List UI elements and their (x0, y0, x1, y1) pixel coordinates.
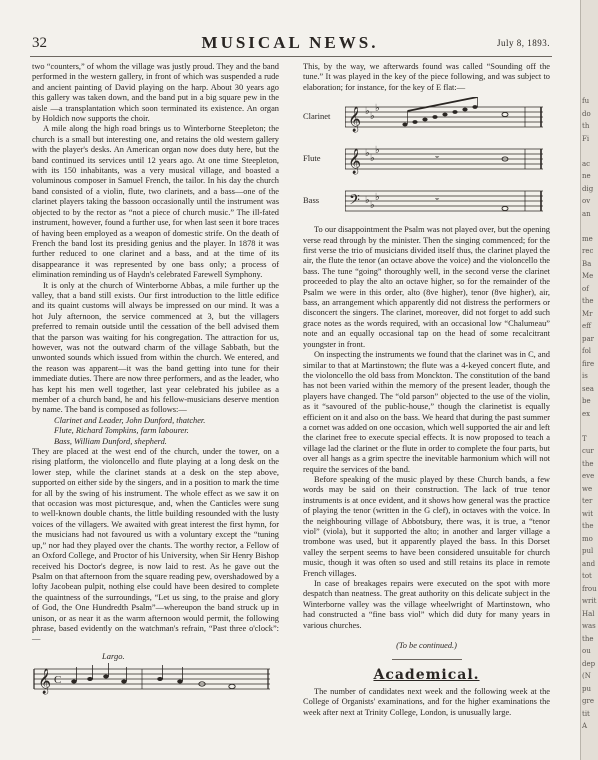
svg-text:♭: ♭ (370, 111, 375, 123)
svg-text:♭: ♭ (375, 145, 380, 157)
edge-fragment: tot (582, 572, 592, 580)
svg-text:𝄻: 𝄻 (435, 154, 440, 167)
svg-text:𝄻: 𝄻 (435, 196, 440, 209)
edge-fragment: we (582, 484, 593, 493)
edge-fragment: the (582, 459, 594, 468)
facing-page-edge (581, 0, 598, 760)
edge-fragment: wit (582, 509, 594, 518)
edge-fragment: par (582, 334, 595, 343)
edge-fragment: writ (582, 597, 597, 605)
paragraph: This, by the way, we afterwards found was called “Sounding off the tune.” It was played in the key of the piece following, and was subject to elaboration; for instance, for the key of E flat:— (303, 62, 550, 92)
column-right (303, 62, 550, 718)
edge-fragment: fol (582, 347, 592, 355)
edge-fragment: eve (582, 472, 595, 480)
edge-fragment (581, 145, 598, 158)
svg-text:C: C (54, 674, 62, 687)
music-score (303, 97, 550, 219)
issue-date: July 8, 1893. (496, 38, 550, 48)
edge-fragment: pu (582, 684, 591, 693)
edge-fragment: be (582, 397, 591, 405)
edge-fragment: mo (582, 534, 593, 543)
staff-bass (303, 181, 550, 219)
staff-label: Clarinet (303, 111, 331, 122)
edge-fragment: ac (582, 159, 591, 168)
edge-fragment (581, 220, 598, 233)
page-number: 32 (32, 35, 47, 51)
edge-fragment: ter (582, 497, 593, 505)
edge-fragment: do (582, 109, 591, 118)
staff-flute (303, 139, 550, 177)
edge-fragment: T (582, 434, 587, 443)
edge-fragment: gre (582, 697, 594, 705)
paragraph: A mile along the high road brings us to Winterborne Steepleton; the church is a small but interesting one, and retains the old western gallery with the player's desks. An American organ now does duty here, but the band continued its services until 12 years ago. At one time Steepleton, with its 150 inhabitants, was a very musical village, and boasted a voluminous composer in Samuel French, the tailor. In his day the church band consisted of a violin, flute, two clarinets, and a bass—one of the clarinet players taking the bassoon occasionally until the instrument was objected to by the rector as “not a piece of church music.” The ill-fated instrument, however, found a further use, for when last seen it bore traces of having been employed as a weapon of domestic strife. On the death of French the band lost its presiding genius and the player. In 1878 it was further reduced to one clarinet and a bass, and at the time of its disappearance it was represented by one bass only; a process of elimination reminding us of Haydn's celebrated Farewell Symphony. (32, 124, 279, 280)
page-header (30, 33, 550, 53)
edge-fragment: and (582, 559, 596, 568)
svg-text:𝄞: 𝄞 (38, 669, 52, 695)
edge-fragment: me (582, 234, 593, 243)
edge-fragment: dig (582, 184, 594, 193)
staff-label: Bass (303, 195, 320, 206)
edge-fragment: rec (582, 247, 594, 255)
edge-fragment: fire (582, 359, 595, 368)
svg-text:𝄞: 𝄞 (348, 106, 362, 132)
svg-text:♭: ♭ (370, 153, 375, 165)
edge-fragment: fu (582, 97, 590, 105)
edge-fragment: of (582, 284, 589, 293)
edge-fragment: was (582, 622, 596, 630)
edge-fragment: an (582, 209, 591, 218)
paragraph: To our disappointment the Psalm was not played over, but the opening verse read through by the minister. Then the singing commenced; for the first verse the trio of musicians divided itself thus, the clarinet played the air, the flute the tenor (an octave above the voice) and the violoncello the bass. The tune “going” thoroughly well, in the second verse the clarinet proceeded to play the alto an octave higher, so for the remainder of the Psalm we were in this order, alto (8ve higher), tenor (8ve higher), air, bass, an arrangement which apparently did not distress the performers or disconcert the singers. The clarinet, moreover, did not forget to add such grace notes as the words required, with an occasional low “Chalumeau” note and an equally occasional tap on the head of some recalcitrant youngster in front. (303, 225, 550, 349)
edge-fragment: the (582, 634, 594, 643)
paragraph: two “counters,” of whom the village was justly proud. They and the band performed in the western gallery, in front of which was suspended a rude and ancient painting of David playing on the harp. About 30 years ago this gallery was taken down, and the band put in a big square pew in the aisle —a transplantation which soon terminated its existence. An organ by Holdich now supports the choir. (32, 62, 279, 124)
svg-text:♭: ♭ (370, 200, 375, 212)
edge-fragment: ne (582, 172, 591, 180)
paragraph: They are placed at the west end of the church, under the tower, on a rising platform, the violoncello and flute playing at a long desk on the lower step, while the clarinet stands at a desk on the step above, supported on either side by the singers, and in a position to mark the time for all by the swing of his instrument. The whole effect as we saw it on that occasion was most picturesque, and, when the Canticles were sung to well-known double chants, the little building resounded with the lusty voices of the villagers. We awaited with great interest the first hymn, for the musicians had not favoured us with a voluntary except the “tuning up,” nor had they played over the chants. The worthy rector, a Fellow of an Oxford College, and Proctor of his University, when Sir Henry Bishop received his Doctor's degree, is now laid to rest. As he gave out the Psalm on that afternoon from the square reading pew, overshadowed by a lofty Jacobean pulpit, nothing else could have been desired to complete the quaintness of the surroundings, “Let us sing, to the praise and glory of God, the One Hundredth Psalm”—whereupon the band struck up in unison, or as near it as the warm afternoon would permit, the following phrase, based evidently on the watchman's refrain, “Past three o'clock”:— (32, 447, 279, 644)
edge-fragment: ou (582, 647, 591, 655)
edge-fragment: ex (582, 409, 591, 418)
edge-fragment: frou (582, 584, 597, 593)
edge-fragment: tit (582, 709, 590, 718)
band-member: Bass, William Dunford, shepherd. (54, 436, 167, 446)
tempo-marking: Largo. (102, 650, 125, 661)
svg-text:♭: ♭ (375, 192, 380, 204)
edge-fragment: the (582, 522, 594, 530)
staff-clarinet (303, 97, 550, 135)
edge-fragment: A (582, 722, 588, 730)
edge-fragment: Fi (582, 134, 590, 143)
largo-music-staff (32, 661, 272, 695)
band-member: Clarinet and Leader, John Dunford, thatcher. (54, 415, 206, 425)
paragraph: It is only at the church of Winterborne Abbas, a mile further up the valley, that a band still exists. Our first introduction to the little edifice and its quaint customs will always be impressed on our mind. It was a hot July afternoon, the service commenced at 3, but the villagers preferred to remain outside until the cessation of the bell advised them that the parson was waiting for his congregation. The attraction for us, however, was not the outward charm of the village Sabbath, but the unwonted sounds which issued from within the church. We entered, and the reason was apparent—it was the band getting into tune for their immediate duties. There are now three performers, and as the leader, who has kept his men well together, last year celebrated his jubilee as a member of a church band, he and his fellow-musicians deserve mention by name. The band is composed as follows:— (32, 280, 279, 415)
edge-fragment: eff (582, 322, 592, 330)
edge-fragment: (N (582, 672, 591, 680)
paragraph: In case of breakages repairs were executed on the spot with more despatch than neatness. The great authority on this delicate subject in the Winterborne valley was the village wheelwright of Martinstown, who had constructed a “fine bass viol” which did duty for many years in various churches. (303, 579, 550, 630)
svg-text:𝄞: 𝄞 (348, 148, 362, 174)
edge-fragment: is (582, 372, 588, 380)
svg-text:𝄢: 𝄢 (349, 192, 360, 212)
svg-text:♭: ♭ (365, 195, 370, 207)
edge-fragment: dep (582, 659, 596, 668)
section-divider (392, 659, 462, 660)
edge-fragment: Hal (582, 609, 595, 618)
edge-fragment: ov (582, 197, 591, 205)
paragraph: Before speaking of the music played by these Church bands, a few words may be said on their construction. The lack of true tenor instruments is at once evident, and it shows how general was the practice of playing the tenor (written in the G clef), in octaves with the voice. In the neighbouring village of Abbotsbury, there was, it is true, a “tenor viol” (viola), but it supported the alto; in another and larger village a trombone was used, but it apparently played the bass. In this Dorset valley the serpent seems to have been considered unsuitable for church music, though it was often so used and still retains its place in remote French villages. (303, 474, 550, 578)
column-left (32, 62, 279, 699)
svg-text:♭: ♭ (375, 103, 380, 115)
paragraph: On inspecting the instruments we found that the clarinet was in C, and similar to that at Martinstown; the flute was a 4-keyed concert flute, and the violoncello the old bass from Monckton. The constitution of the band has not been varied within the memory of the present leader, though the players have changed. The “old parson” objected to the use of the violin, as it “savoured of the public-house,” though the clarinetist is equally efficient on it and also on the bass. We heard that during the past summer a cornet was added on one occasion, which well supported the air and left the clarinet free to execute special effects. It is now proposed to teach a village lad the clarinet or the flute in order to complete the four parts, but over all hangs as a grim spectre the inevitable harmonium which will not require the services of the band. (303, 350, 550, 474)
masthead-title: MUSICAL NEWS. (201, 33, 379, 52)
edge-fragment (581, 420, 598, 433)
edge-fragment: Ba (582, 259, 592, 268)
header-rule (30, 56, 552, 57)
staff-label: Flute (303, 153, 321, 164)
edge-fragment: Me (582, 272, 594, 280)
svg-text:♭: ♭ (365, 106, 370, 118)
edge-fragment: sea (582, 384, 594, 393)
edge-fragment: th (582, 122, 590, 130)
svg-text:♭: ♭ (365, 148, 370, 160)
to-be-continued: (To be continued.) (396, 641, 457, 651)
edge-fragment: Mr (582, 309, 593, 318)
band-member: Flute, Richard Tompkins, farm labourer. (54, 426, 189, 436)
paragraph: The number of candidates next week and the following week at the College of Organists' examinations, and for the higher examinations the week after next at Trinity College, London, is unusually large. (303, 686, 550, 717)
edge-fragment: cur (582, 447, 594, 455)
edge-fragment: the (582, 297, 594, 305)
edge-fragment: pul (582, 547, 594, 555)
section-heading: Academical. (373, 667, 480, 684)
